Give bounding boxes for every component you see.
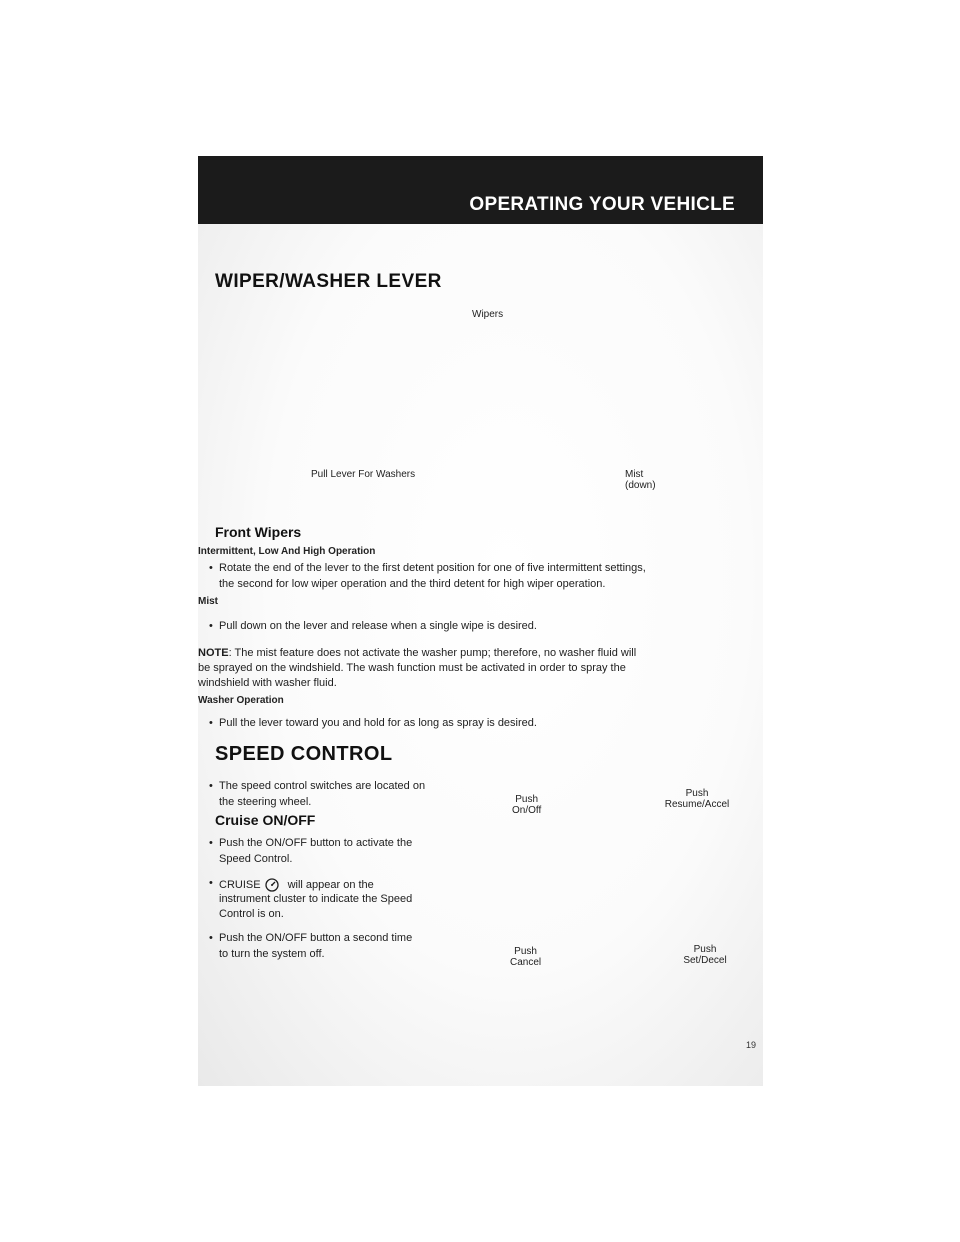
label-line: Push	[685, 788, 709, 799]
label-line: Push	[514, 946, 537, 957]
bullet-text-continued: the second for low wiper operation and the third detent for high wiper operation.	[219, 578, 606, 590]
bullet-text: Rotate the end of the lever to the first detent position for one of five intermittent settings,	[219, 562, 646, 574]
bullet-text: Pull down on the lever and release when a single wipe is desired.	[219, 620, 537, 632]
bullet-text-continued: instrument cluster to indicate the Speed	[219, 893, 413, 905]
label-line: Push	[693, 944, 717, 955]
bullet-text	[219, 876, 374, 893]
bullet-dot: •	[209, 932, 213, 944]
bullet-dot: •	[209, 837, 213, 849]
bullet-dot: •	[209, 717, 213, 729]
cruise-word: CRUISE	[219, 879, 261, 891]
bullet-text-continued: Control is on.	[219, 908, 284, 920]
cruise-control-icon	[264, 876, 280, 892]
label-line: On/Off	[512, 805, 542, 816]
diagram-label-mist: Mist	[625, 469, 644, 480]
page-number: 19	[746, 1040, 757, 1050]
bullet-text: The speed control switches are located on	[219, 780, 426, 792]
bullet-text-continued: Speed Control.	[219, 853, 293, 865]
diagram-label-wipers: Wipers	[472, 309, 504, 320]
diagram-label-push-cancel	[510, 946, 541, 968]
note-text-line2: be sprayed on the windshield. The wash function must be activated in order to spray the	[198, 662, 626, 674]
note-line	[198, 646, 636, 661]
intermittent-subheading: Intermittent, Low And High Operation	[198, 546, 376, 557]
front-wipers-heading: Front Wipers	[215, 524, 302, 540]
wiper-section-title: WIPER/WASHER LEVER	[215, 271, 442, 292]
bullet-dot: •	[209, 562, 213, 574]
label-line: Cancel	[510, 957, 542, 968]
header-title: OPERATING YOUR VEHICLE	[469, 194, 735, 215]
diagram-label-push-set-decel	[680, 944, 730, 966]
speed-control-title: SPEED CONTROL	[215, 743, 393, 765]
note-text-line3: windshield with washer fluid.	[198, 677, 337, 689]
bullet-text: Pull the lever toward you and hold for as long as spray is desired.	[219, 717, 537, 729]
page-header	[198, 156, 763, 224]
mist-subheading: Mist	[198, 596, 218, 607]
cruise-rest-text: will appear on the	[287, 879, 374, 891]
bullet-dot: •	[209, 620, 213, 632]
bullet-text: Push the ON/OFF button a second time	[219, 932, 413, 944]
bullet-dot: •	[209, 877, 213, 889]
note-label: NOTE	[198, 647, 229, 659]
cruise-onoff-heading: Cruise ON/OFF	[215, 812, 316, 828]
bullet-dot: •	[209, 780, 213, 792]
manual-page	[198, 156, 763, 1086]
label-line: Resume/Accel	[664, 799, 730, 810]
diagram-label-push-resume-accel	[657, 788, 737, 810]
bullet-text-continued: the steering wheel.	[219, 796, 312, 808]
diagram-label-mist-down: (down)	[625, 480, 656, 491]
label-line: Push	[515, 794, 539, 805]
bullet-text: Push the ON/OFF button to activate the	[219, 837, 413, 849]
washer-operation-subheading: Washer Operation	[198, 695, 284, 706]
diagram-label-pull-lever: Pull Lever For Washers	[311, 469, 416, 480]
bullet-text-continued: to turn the system off.	[219, 948, 325, 960]
note-text: : The mist feature does not activate the washer pump; therefore, no washer fluid will	[228, 647, 637, 659]
label-line: Set/Decel	[683, 955, 727, 966]
diagram-label-push-onoff	[512, 794, 541, 816]
